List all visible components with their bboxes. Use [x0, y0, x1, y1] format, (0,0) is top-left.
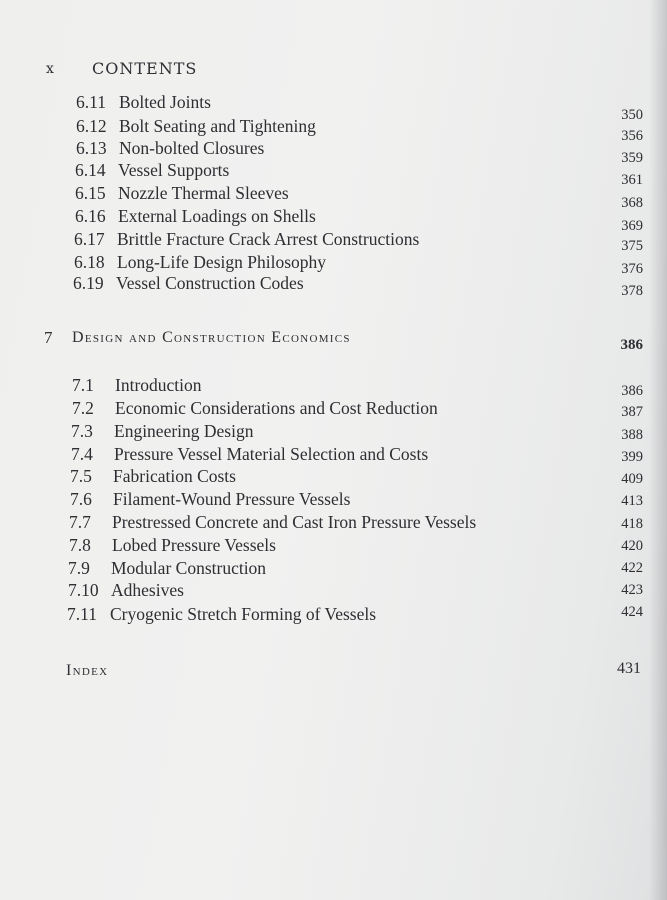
toc-entry-6-11 — [0, 92, 667, 123]
toc-entry-number: 7.9 — [68, 558, 90, 578]
index-entry — [0, 660, 667, 684]
toc-entry-title: Modular Construction — [111, 558, 267, 578]
toc-entry-title: Fabrication Costs — [113, 466, 236, 486]
toc-entry-page: 423 — [621, 582, 643, 598]
toc-entry-number: 7.4 — [71, 444, 93, 464]
toc-entry-number: 7.2 — [72, 398, 94, 418]
toc-entry-number: 6.17 — [74, 229, 105, 249]
toc-entry-title: Bolted Joints — [119, 92, 211, 112]
toc-entry-6-12 — [0, 116, 667, 144]
page-edge-shadow — [649, 0, 667, 900]
toc-entry-number: 6.12 — [76, 116, 107, 136]
toc-entry-number: 7.1 — [72, 375, 94, 395]
toc-entry-number: 7.8 — [69, 535, 91, 555]
running-head: CONTENTS — [92, 59, 198, 78]
toc-entry-page: 376 — [621, 261, 643, 277]
toc-entry-number: 7.10 — [68, 580, 99, 600]
toc-entry-7-7 — [0, 512, 667, 534]
toc-entry-page: 356 — [621, 128, 643, 144]
toc-entry-page: 387 — [621, 404, 643, 420]
toc-entry-title: Adhesives — [111, 580, 184, 600]
toc-entry-title: Long-Life Design Philosophy — [117, 252, 327, 272]
toc-entry-page: 378 — [621, 283, 643, 299]
chapter-number: 7 — [44, 328, 53, 347]
toc-entry-page: 350 — [621, 107, 643, 123]
toc-entry-number: 7.7 — [69, 512, 91, 532]
page-number: x — [46, 61, 55, 77]
toc-entry-number: 7.6 — [70, 489, 92, 509]
toc-entry-number: 6.11 — [76, 92, 106, 112]
toc-entry-title: Engineering Design — [114, 421, 254, 441]
toc-entry-page: 409 — [621, 471, 643, 487]
toc-entry-title: Prestressed Concrete and Cast Iron Pressure Vessels — [112, 512, 477, 532]
toc-entry-number: 6.13 — [76, 138, 107, 158]
toc-entry-number: 6.19 — [73, 273, 104, 293]
toc-entry-page: 361 — [621, 172, 643, 188]
toc-entry-title: Vessel Construction Codes — [116, 273, 304, 293]
toc-entry-title: External Loadings on Shells — [118, 206, 316, 226]
toc-entry-7-1 — [0, 375, 667, 397]
toc-entry-title: Vessel Supports — [118, 160, 230, 180]
toc-entry-number: 6.16 — [75, 206, 106, 226]
toc-entry-7-11 — [0, 604, 667, 626]
toc-entry-title: Nozzle Thermal Sleeves — [118, 183, 289, 203]
toc-entry-page: 386 — [621, 383, 643, 399]
toc-entry-page: 375 — [621, 238, 643, 254]
toc-entry-6-16 — [0, 206, 667, 234]
toc-entry-title: Economic Considerations and Cost Reduction — [115, 398, 438, 418]
toc-entry-page: 368 — [621, 195, 643, 211]
toc-entry-title: Non-bolted Closures — [119, 138, 265, 158]
toc-entry-6-15 — [0, 183, 667, 211]
chapter-title: Design and Construction Economics — [72, 329, 351, 346]
toc-entry-6-13 — [0, 138, 667, 166]
index-page: 431 — [617, 660, 641, 677]
toc-entry-6-17 — [0, 229, 667, 254]
toc-entry-7-3 — [0, 421, 667, 443]
toc-entry-title: Brittle Fracture Crack Arrest Constructions — [117, 229, 420, 249]
toc-entry-7-4 — [0, 444, 667, 466]
toc-entry-title: Cryogenic Stretch Forming of Vessels — [110, 604, 377, 624]
toc-entry-6-18 — [0, 252, 667, 277]
toc-entry-7-5 — [0, 466, 667, 488]
chapter-page: 386 — [620, 337, 643, 353]
toc-entry-7-9 — [0, 558, 667, 580]
toc-entry-number: 7.5 — [70, 466, 92, 486]
toc-entry-number: 7.11 — [67, 604, 97, 624]
toc-entry-number: 6.15 — [75, 183, 106, 203]
toc-entry-page: 424 — [621, 604, 643, 620]
toc-entry-title: Introduction — [115, 375, 202, 395]
toc-entry-page: 422 — [621, 560, 643, 576]
toc-entry-7-6 — [0, 489, 667, 511]
toc-entry-6-19 — [0, 273, 667, 299]
toc-entry-page: 359 — [621, 150, 643, 166]
toc-entry-page: 369 — [621, 218, 643, 234]
toc-entry-7-2 — [0, 398, 667, 420]
toc-entry-title: Lobed Pressure Vessels — [112, 535, 276, 555]
toc-entry-page: 413 — [621, 493, 643, 509]
toc-entry-title: Bolt Seating and Tightening — [119, 116, 316, 136]
toc-entry-page: 420 — [621, 538, 643, 554]
toc-entry-7-8 — [0, 535, 667, 557]
toc-entry-title: Filament-Wound Pressure Vessels — [113, 489, 351, 509]
toc-entry-page: 418 — [621, 516, 643, 532]
toc-entry-page: 388 — [621, 427, 643, 443]
toc-entry-6-14 — [0, 160, 667, 188]
chapter-heading-7 — [0, 328, 667, 352]
toc-entry-title: Pressure Vessel Material Selection and Costs — [114, 444, 429, 464]
toc-entry-page: 399 — [621, 449, 643, 465]
toc-entry-7-10 — [0, 580, 667, 602]
page-header — [0, 0, 667, 90]
toc-entry-number: 7.3 — [71, 421, 93, 441]
index-title: Index — [66, 662, 109, 679]
toc-entry-number: 6.18 — [74, 252, 105, 272]
toc-entry-number: 6.14 — [75, 160, 106, 180]
